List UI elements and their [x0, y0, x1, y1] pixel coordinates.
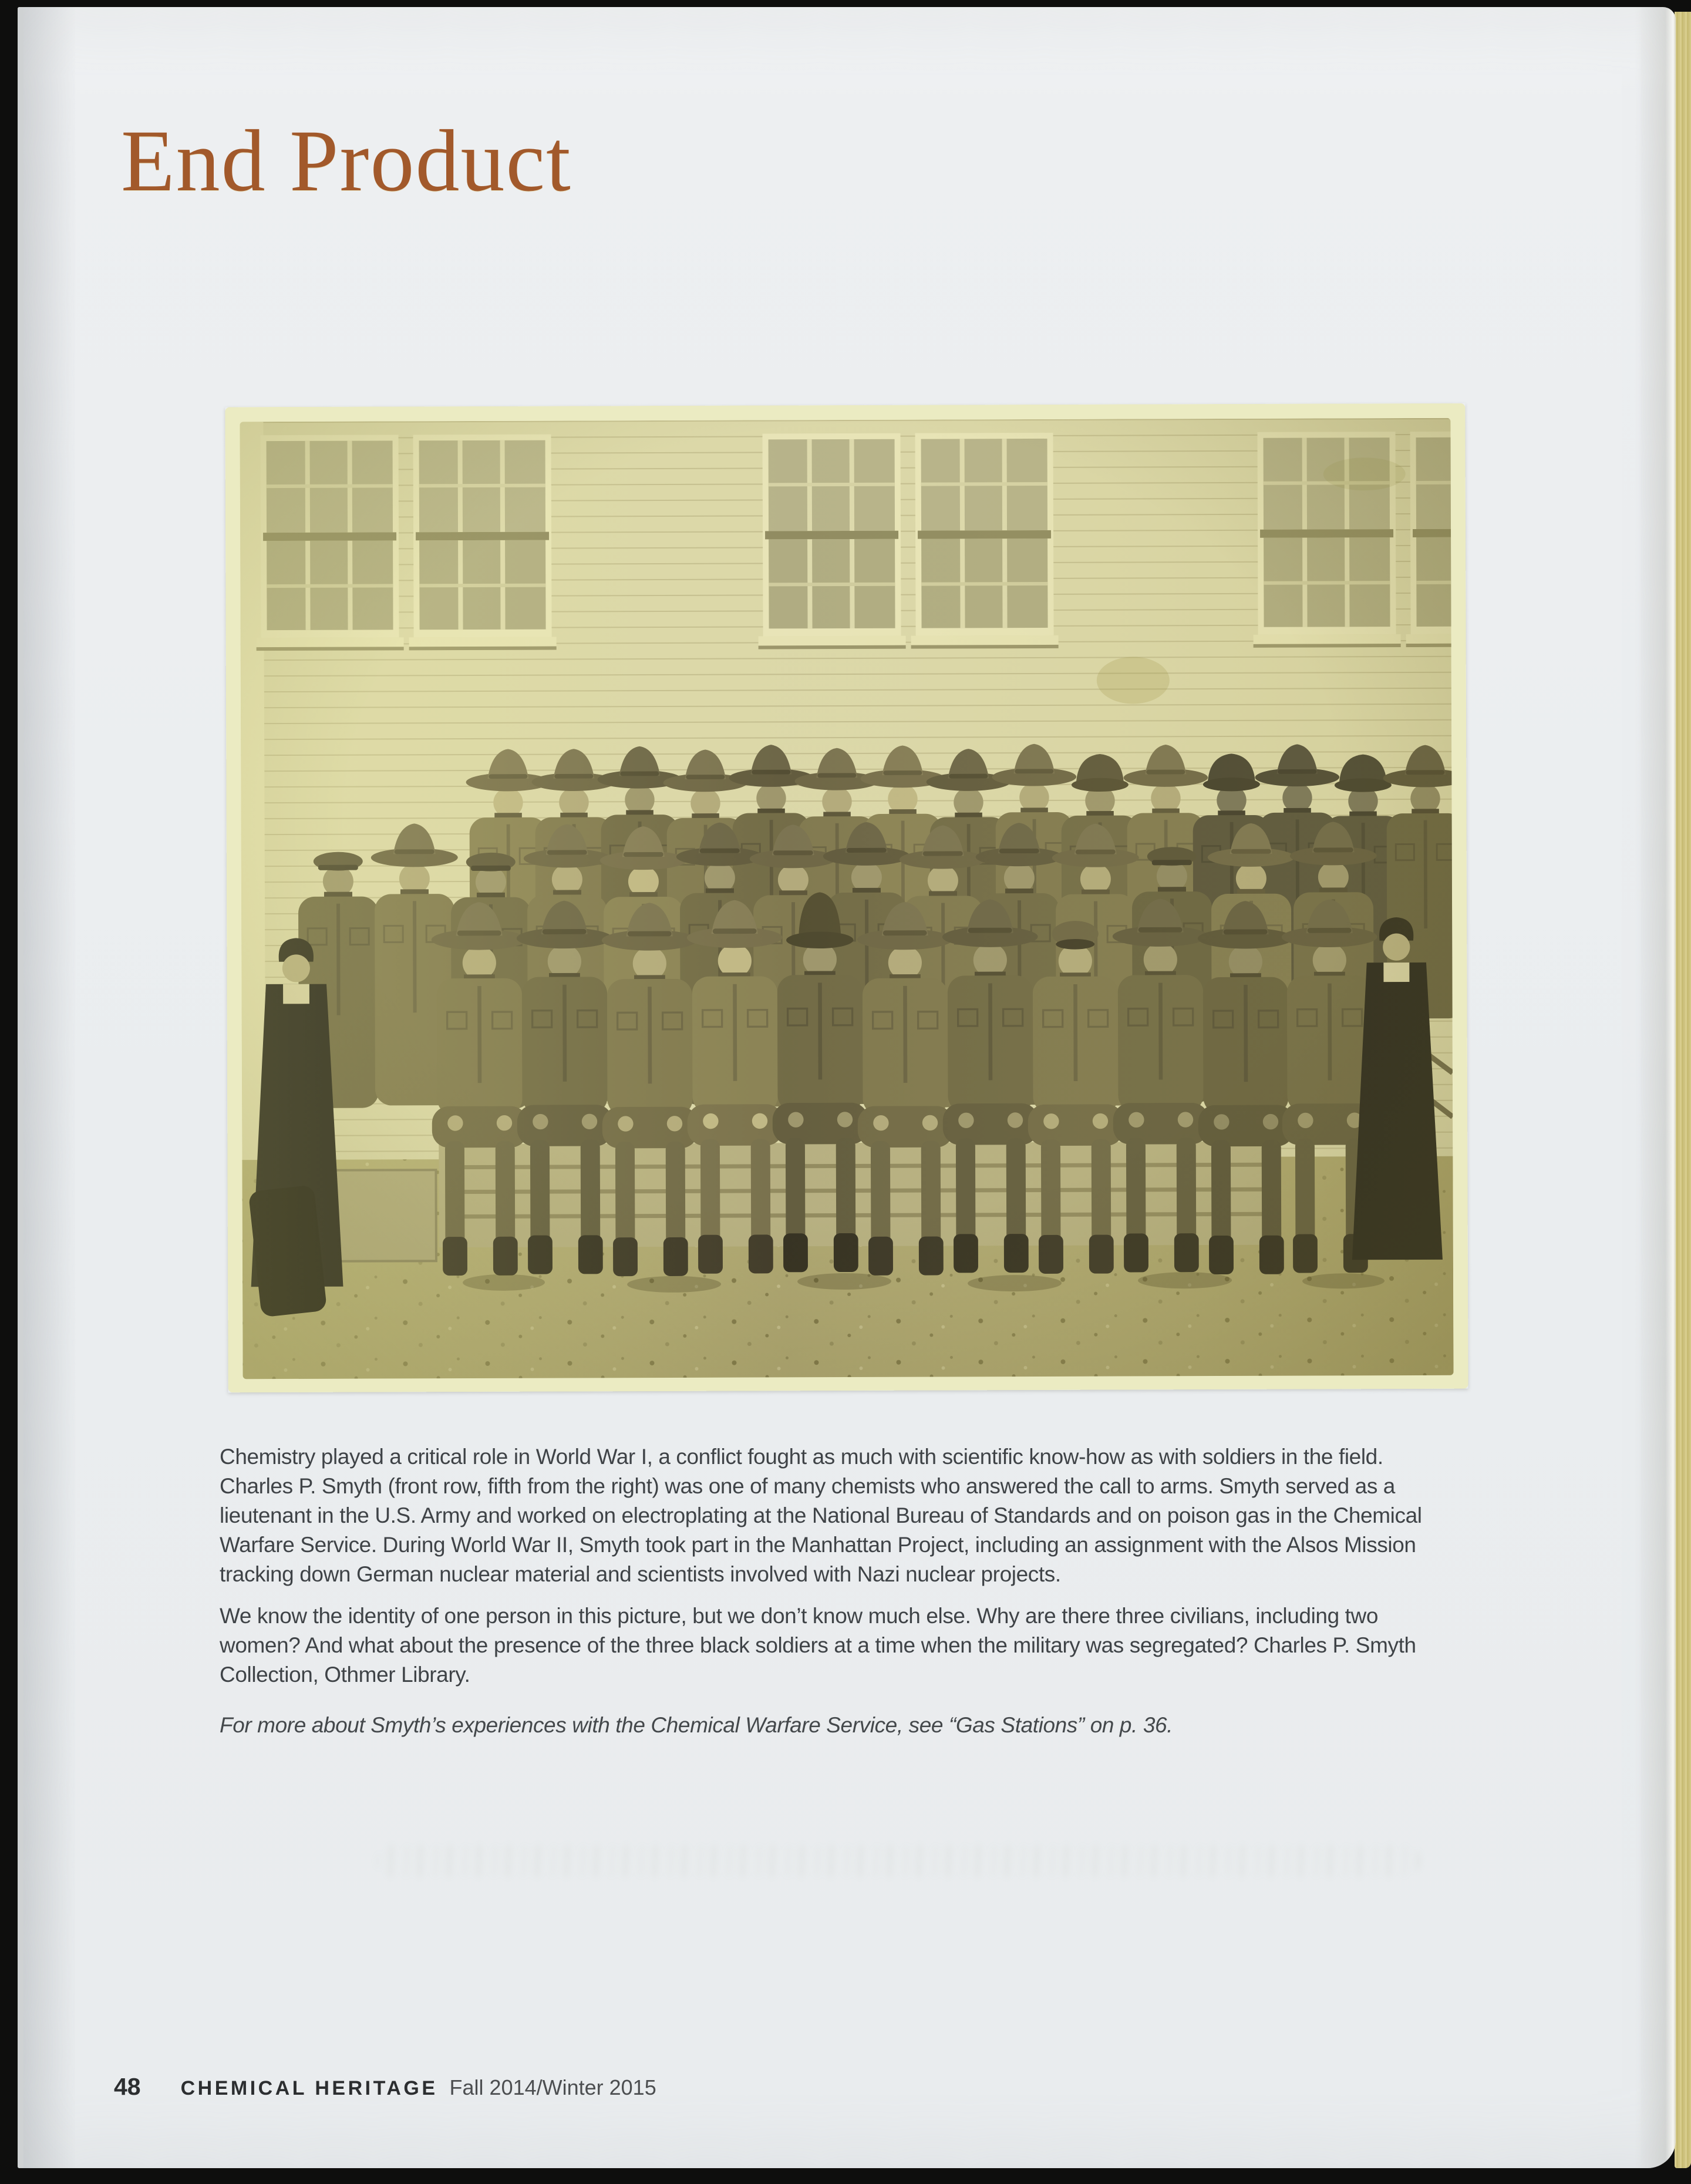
- magazine-page: [18, 7, 1676, 2168]
- caption-line: Charles P. Smyth (front row, fifth from the right) was one of many chemists who answered the call to arms. Smyth served as a: [220, 1474, 1395, 1498]
- page-footer: [114, 2073, 656, 2101]
- photo-scene: [240, 418, 1468, 1383]
- see-also-note: For more about Smyth’s experiences with the Chemical Warfare Service, see “Gas Stations” on p. 36.: [220, 1713, 1173, 1737]
- group-photo-illustration: [225, 403, 1468, 1393]
- caption-line: tracking down German nuclear material and scientists involved with Nazi nuclear projects.: [220, 1562, 1061, 1586]
- book-fore-edge: [1675, 12, 1691, 2168]
- group-photo: [225, 403, 1468, 1393]
- magazine-name: CHEMICAL HERITAGE: [180, 2077, 438, 2099]
- caption-block: [220, 1442, 1547, 1740]
- caption-line: Warfare Service. During World War II, Smyth took part in the Manhattan Project, including an assignment with the Alsos Mission: [220, 1533, 1416, 1557]
- caption-line: We know the identity of one person in this picture, but we don’t know much else. Why are there three civilians, including two: [220, 1604, 1379, 1628]
- caption-paragraph-2: [220, 1601, 1547, 1690]
- page-title: End Product: [121, 112, 572, 210]
- page-number: 48: [114, 2073, 141, 2100]
- vignette-overlay: [240, 418, 1453, 1379]
- caption-line: Chemistry played a critical role in World War I, a conflict fought as much with scientific know-how as with soldiers in the field.: [220, 1445, 1383, 1469]
- issue-label: Fall 2014/Winter 2015: [449, 2075, 656, 2099]
- caption-line: women? And what about the presence of the three black soldiers at a time when the military was segregated? Charles P. Smyth: [220, 1633, 1416, 1657]
- caption-line: Collection, Othmer Library.: [220, 1663, 470, 1687]
- caption-line: lieutenant in the U.S. Army and worked on electroplating at the National Bureau of Standards and on poison gas in the Chemical: [220, 1503, 1422, 1527]
- page-curl-shadow: [1635, 7, 1676, 2168]
- bleedthrough-text-smudge: [375, 1845, 1421, 1877]
- caption-paragraph-1: [220, 1442, 1547, 1589]
